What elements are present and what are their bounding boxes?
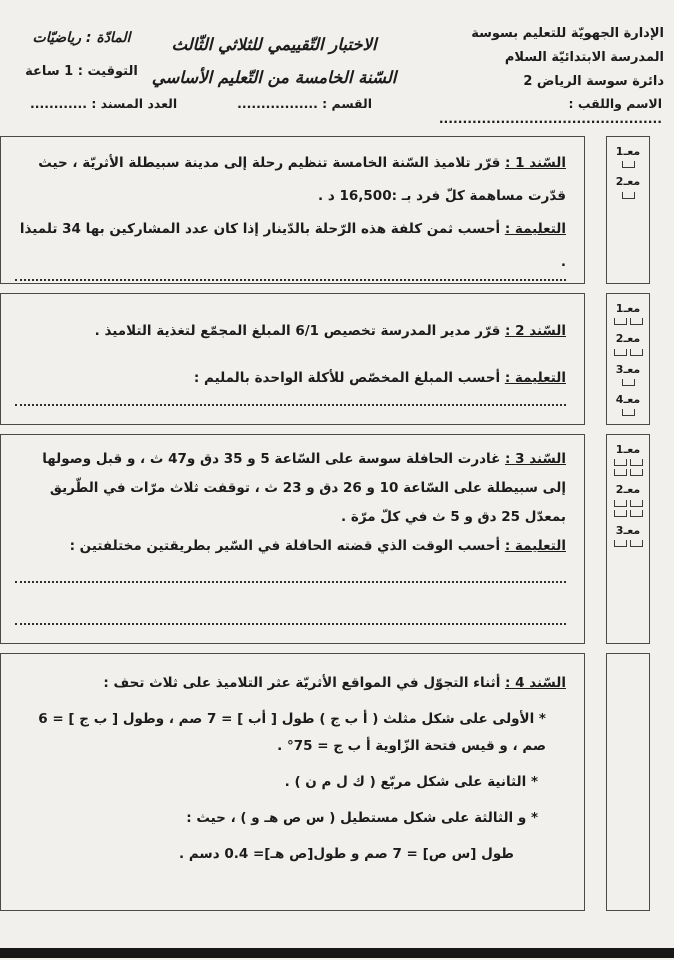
scan-edge-bar xyxy=(0,948,674,958)
criteria-column-2 xyxy=(606,293,650,425)
criterion-score-boxes xyxy=(611,379,645,386)
instruction-label: التعليمة : xyxy=(504,538,566,555)
student-fields-row xyxy=(0,94,674,126)
criteria-column-3 xyxy=(606,434,650,644)
question-1-instruction xyxy=(15,213,566,279)
exam-title-line-1: الاختبار التّقييمي للثلاثي الثّالث xyxy=(171,35,377,54)
question-3-text: غادرت الحافلة سوسة على السّاعة 5 و 35 دق و47 ث ، و قبل وصولها إلى سبيطلة على السّاعة 10 و 26 دق و 23 ث ، توقفت ثلاث مرّات في الطّريق بمعدّل 25 دق و 5 ث في كلّ مرّة . xyxy=(42,451,566,526)
question-2-instruction xyxy=(15,351,566,398)
question-3-box xyxy=(0,434,585,644)
time-label: التوقيت : 1 ساعة xyxy=(25,64,138,79)
admin-line-3: دائرة سوسة الرياض 2 xyxy=(523,74,664,90)
criterion-item xyxy=(611,443,645,476)
criterion-label: معـ2 xyxy=(615,332,641,346)
instruction-text: أحسب الوقت الذي قضته الحافلة في السّير بطريقتين مختلفتين : xyxy=(69,538,501,555)
question-1-text: قرّر تلاميذ السّنة الخامسة تنظيم رحلة إلى مدينة سبيطلة الأثريّة ، حيث قدّرت مساهمة كلّ فرد بـ :16,500 د . xyxy=(38,155,566,205)
criterion-label: معـ2 xyxy=(615,175,641,189)
instruction-label: التعليمة : xyxy=(504,221,566,238)
question-4-bullet-3: * و الثالثة على شكل مستطيل ( س ص هـ و ) ، حيث : xyxy=(186,810,538,827)
question-1-statement xyxy=(15,147,566,213)
criterion-label: معـ4 xyxy=(615,392,641,406)
school-administration-block xyxy=(399,14,664,94)
criterion-item xyxy=(611,332,645,355)
question-2-label: السّند 2 : xyxy=(505,323,566,340)
question-4-text: أثناء التجوّل في المواقع الأثريّة عثر التلاميذ على ثلاث تحف : xyxy=(103,675,501,692)
question-2-statement xyxy=(15,304,566,351)
question-block-4 xyxy=(0,653,650,911)
exam-body xyxy=(0,126,674,911)
question-4-box xyxy=(0,653,585,911)
question-4-label: السّند 4 : xyxy=(505,675,566,692)
criterion-score-boxes xyxy=(611,500,645,517)
criterion-item xyxy=(611,524,645,547)
student-name-field: الاسم واللقب : ............................................... xyxy=(438,96,662,127)
question-3-label: السّند 3 : xyxy=(505,451,566,468)
subject-time-block xyxy=(14,14,149,94)
criterion-score-boxes xyxy=(611,540,645,547)
criterion-label: معـ3 xyxy=(615,362,641,376)
question-2-box xyxy=(0,293,585,425)
question-3-statement xyxy=(15,445,566,532)
assigned-grade-field: العدد المسند : ............ xyxy=(30,96,178,112)
page-header xyxy=(0,0,674,94)
question-block-1 xyxy=(0,136,650,284)
instruction-text: أحسب ثمن كلفة هذه الرّحلة بالدّينار إذا كان عدد المشاركين بها 34 تلميذا . xyxy=(19,221,566,271)
question-4-statement xyxy=(15,664,566,697)
question-block-3 xyxy=(0,434,650,644)
subject-label: المادّة : رياضيّات xyxy=(32,30,131,46)
criterion-score-boxes xyxy=(611,161,645,168)
criterion-score-boxes xyxy=(611,318,645,325)
criterion-item xyxy=(611,145,645,168)
question-1-box xyxy=(0,136,585,284)
criterion-label: معـ1 xyxy=(615,145,641,159)
question-4-bullet-1: * الأولى على شكل مثلث ( أ ب ج ) طول [ أب ] = 7 صم ، وطول [ ب ج ] = 6 صم ، و قيس فتحة الزّاوية أ ب ج = 75° . xyxy=(38,711,546,755)
instruction-text: أحسب المبلغ المخصّص للأكلة الواحدة بالمليم : xyxy=(193,370,501,387)
answer-dotted-line xyxy=(15,404,566,406)
criterion-item xyxy=(611,175,645,198)
criterion-item xyxy=(611,302,645,325)
answer-dotted-line xyxy=(15,581,566,583)
criteria-column-4 xyxy=(606,653,650,911)
criterion-score-boxes xyxy=(611,459,645,476)
answer-dotted-line xyxy=(15,623,566,625)
instruction-label: التعليمة : xyxy=(504,370,566,387)
admin-line-1: الإدارة الجهويّة للتعليم بسوسة xyxy=(471,26,664,41)
question-2-text: قرّر مدير المدرسة تخصيص 6/1 المبلغ المجمّع لتغذية التلاميذ . xyxy=(94,323,501,340)
criterion-label: معـ3 xyxy=(615,523,641,537)
criteria-column-1 xyxy=(606,136,650,284)
question-3-instruction xyxy=(15,532,566,561)
exam-title-line-2: السّنة الخامسة من التّعليم الأساسي xyxy=(151,68,397,87)
criterion-label: معـ2 xyxy=(615,483,641,497)
criterion-item xyxy=(611,393,645,416)
admin-line-2: المدرسة الابتدائيّة السلام xyxy=(504,50,664,66)
criterion-score-boxes xyxy=(611,409,645,416)
question-block-2 xyxy=(0,293,650,425)
criterion-item xyxy=(611,363,645,386)
answer-dotted-line xyxy=(15,279,566,281)
criterion-item xyxy=(611,483,645,516)
criterion-score-boxes xyxy=(611,349,645,356)
class-field: القسم : ................. xyxy=(237,96,373,112)
criterion-label: معـ1 xyxy=(615,443,641,457)
criterion-score-boxes xyxy=(611,192,645,199)
question-1-label: السّند 1 : xyxy=(505,155,566,172)
question-4-detail: طول [س ص] = 7 صم و طول[ص هـ]= 0.4 دسم . xyxy=(179,846,514,863)
question-4-bullet-2: * الثانية على شكل مربّع ( ك ل م ن ) . xyxy=(284,774,538,791)
criterion-label: معـ1 xyxy=(615,302,641,316)
exam-title-block xyxy=(149,14,399,94)
